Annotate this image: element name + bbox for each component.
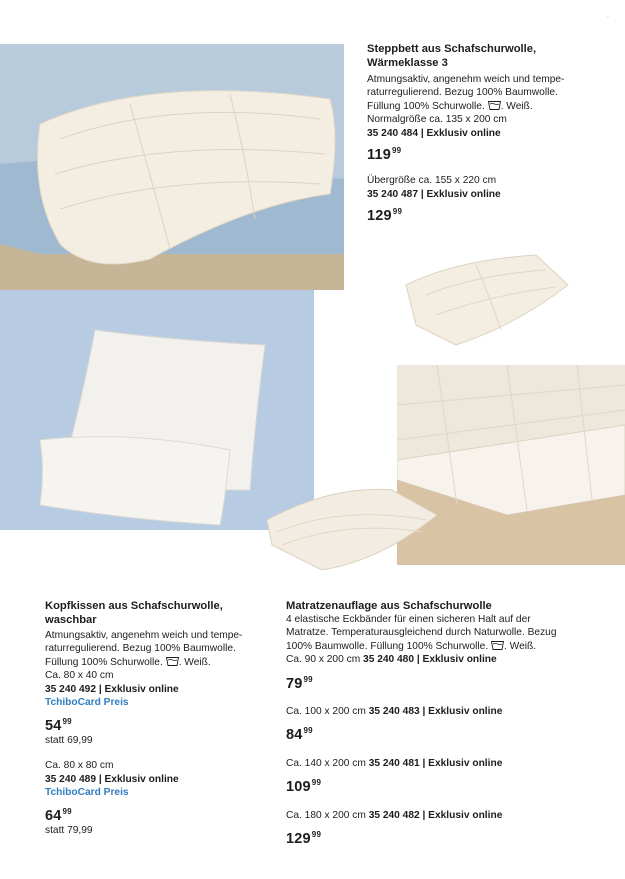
- variant-article: 35 240 483 | Exklusiv online: [368, 706, 503, 718]
- price-main: 129: [286, 831, 311, 848]
- duvet-filling-text: Füllung 100% Schurwolle.: [367, 100, 485, 112]
- topper-filling-text: 100% Baumwolle. Füllung 100% Schurwolle.: [286, 640, 489, 652]
- price-cents: 99: [311, 778, 322, 788]
- variant-article: 35 240 482 | Exklusiv online: [368, 809, 503, 821]
- duvet-title-2: Wärmeklasse 3: [367, 57, 448, 69]
- variant-article: 35 240 480 | Exklusiv online: [363, 654, 497, 666]
- pillow-old-price-2: statt 79,99: [45, 824, 93, 836]
- topper-variant: [286, 705, 621, 718]
- washing-tub-icon: [488, 101, 501, 110]
- duvet-desc-1: Atmungsaktiv, angenehm weich und tempe-: [367, 74, 565, 85]
- duvet-price-1: [367, 144, 622, 162]
- pillow-size-2: Ca. 80 x 80 cm: [45, 760, 114, 772]
- price-cents: 99: [311, 830, 322, 840]
- duvet-article-1: 35 240 484 | Exklusiv online: [367, 127, 501, 139]
- price-main: 119: [367, 147, 391, 164]
- topper-price: [286, 724, 621, 742]
- duvet-size-1: Normalgröße ca. 135 x 200 cm: [367, 114, 507, 126]
- price-main: 64: [45, 808, 62, 825]
- price-cents: 99: [62, 717, 72, 727]
- topper-offer: [286, 599, 621, 846]
- washing-tub-icon: [491, 641, 504, 650]
- duvet-article-2: 35 240 487 | Exklusiv online: [367, 188, 501, 200]
- price-main: 109: [286, 779, 311, 796]
- topper-title: Matratzenauflage aus Schafschurwolle: [286, 600, 492, 612]
- pillow-title-1: Kopfkissen aus Schafschurwolle,: [45, 600, 223, 612]
- pillow-desc-2: raturregulierend. Bezug 100% Baumwolle.: [45, 643, 236, 655]
- price-main: 129: [367, 208, 392, 225]
- duvet-price-2: [367, 205, 622, 223]
- variant-size: Ca. 100 x 200 cm: [286, 706, 366, 718]
- price-cents: 99: [303, 726, 313, 736]
- topper-variant: [286, 809, 621, 822]
- topper-desc-2: Matratze. Temperaturausgleichend durch Naturwolle. Bezug: [286, 627, 557, 639]
- price-cents: 99: [392, 146, 402, 156]
- topper-price: [286, 673, 621, 691]
- pillow-article-1: 35 240 492 | Exklusiv online: [45, 683, 179, 695]
- price-cents: 99: [62, 807, 72, 817]
- price-cents: 99: [303, 674, 313, 684]
- duvet-offer: [367, 42, 622, 224]
- duvet-on-bed-image: [0, 44, 344, 290]
- pillow-title-2: waschbar: [45, 614, 97, 626]
- variant-article: 35 240 481 | Exklusiv online: [368, 757, 503, 769]
- price-main: 84: [286, 727, 303, 744]
- washing-tub-icon: [166, 657, 179, 666]
- page-marker: ·: [607, 14, 609, 20]
- variant-size: Ca. 140 x 200 cm: [286, 757, 366, 769]
- pillow-color-text: . Weiß.: [178, 656, 211, 668]
- topper-desc-1: 4 elastische Eckbänder für einen sicheren Halt auf der: [286, 614, 531, 625]
- duvet-color-text: . Weiß.: [500, 100, 533, 112]
- price-main: 54: [45, 718, 62, 735]
- variant-size: Ca. 90 x 200 cm: [286, 654, 361, 666]
- tchibocard-label-1: TchiboCard Preis: [45, 697, 129, 709]
- pillow-old-price-1: statt 69,99: [45, 734, 93, 746]
- pillow-desc-3: [45, 656, 275, 669]
- duvet-desc-2: raturregulierend. Bezug 100% Baumwolle.: [367, 87, 558, 99]
- tchibocard-label-2: TchiboCard Preis: [45, 787, 129, 799]
- pillow-price-1: [45, 715, 275, 733]
- pillow-price-2: [45, 805, 275, 823]
- topper-price: [286, 776, 621, 794]
- folded-topper-image: [262, 470, 442, 575]
- topper-desc-3: [286, 640, 621, 653]
- price-cents: 99: [392, 207, 403, 217]
- topper-variant: [286, 757, 621, 770]
- variant-size: Ca. 180 x 200 cm: [286, 809, 366, 821]
- pillow-filling-text: Füllung 100% Schurwolle.: [45, 656, 163, 668]
- duvet-desc-3: [367, 100, 622, 113]
- pillow-size-1: Ca. 80 x 40 cm: [45, 670, 114, 682]
- topper-price: [286, 828, 621, 846]
- duvet-size-2: Übergröße ca. 155 x 220 cm: [367, 175, 497, 187]
- pillow-desc-1: Atmungsaktiv, angenehm weich und tempe-: [45, 630, 243, 641]
- folded-duvet-image: [396, 245, 576, 350]
- pillow-offer: [45, 599, 275, 837]
- topper-variant: [286, 653, 621, 666]
- price-main: 79: [286, 675, 303, 692]
- duvet-title-1: Steppbett aus Schafschurwolle,: [367, 43, 537, 55]
- topper-color-text: . Weiß.: [504, 640, 537, 652]
- pillow-article-2: 35 240 489 | Exklusiv online: [45, 773, 179, 785]
